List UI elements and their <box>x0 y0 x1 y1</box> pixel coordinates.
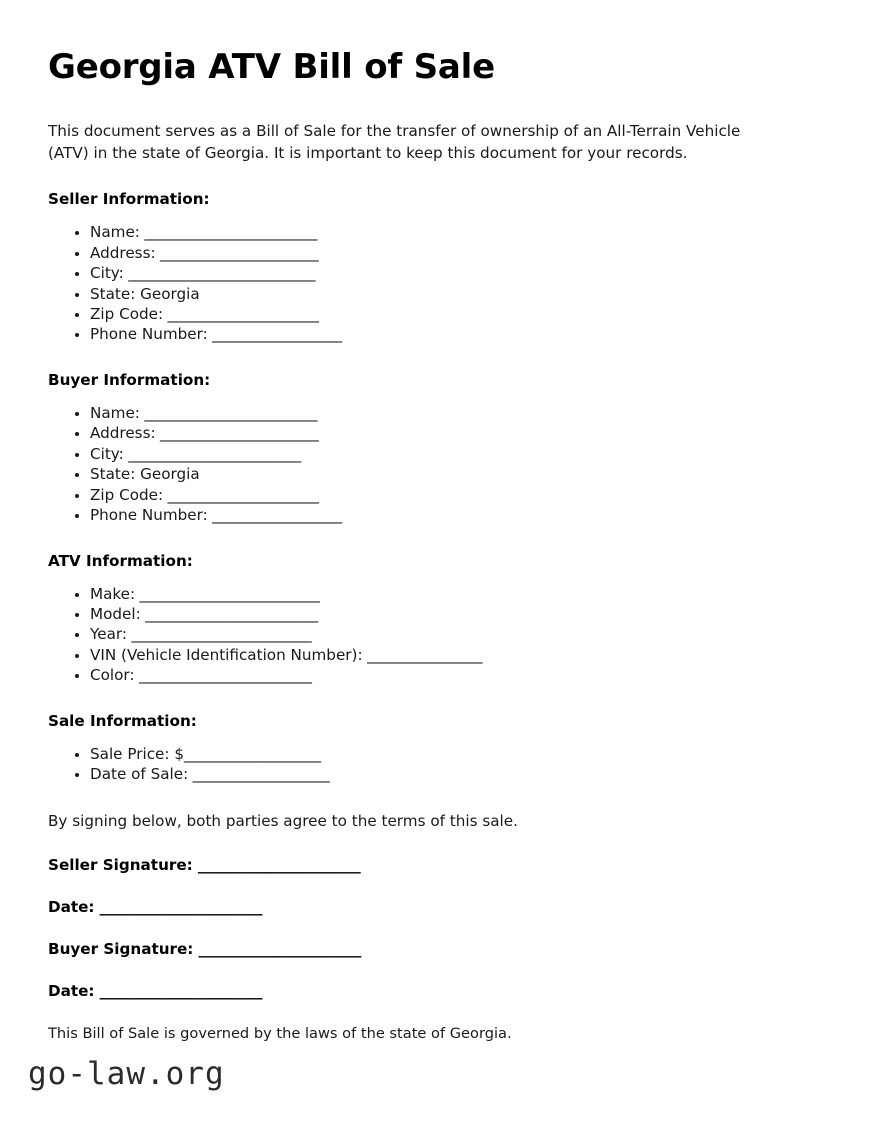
seller-date-line <box>48 898 778 916</box>
field-label: VIN (Vehicle Identification Number): <box>90 645 363 664</box>
field-label: Name: <box>90 403 140 422</box>
field-blank-line[interactable]: ___________________ <box>184 744 321 763</box>
signature-blank-line[interactable]: ______________________ <box>193 940 362 959</box>
field-label: State: <box>90 284 136 303</box>
date-blank-line[interactable]: ______________________ <box>94 898 263 917</box>
field-sale-price <box>90 744 778 764</box>
field-label: Phone Number: <box>90 506 208 525</box>
field-label: Year: <box>90 625 128 644</box>
field-label: Name: <box>90 223 140 242</box>
field-atv-make <box>90 584 778 604</box>
field-date-of-sale <box>90 764 778 784</box>
sale-information-heading: Sale Information: <box>48 711 197 730</box>
field-label: Phone Number: <box>90 325 208 344</box>
field-blank-line[interactable]: _________________________ <box>135 584 320 603</box>
field-label: Sale Price: $ <box>90 744 184 763</box>
field-seller-zip-code <box>90 304 778 324</box>
field-blank-line[interactable]: _____________________ <box>163 305 319 323</box>
intro-paragraph: This document serves as a Bill of Sale for the transfer of ownership of an All-Terrain Vehicle (ATV) in the state of Georgia. It is important to keep this document for your records. <box>48 122 741 162</box>
field-buyer-phone-number <box>90 505 778 525</box>
field-seller-name <box>90 222 778 242</box>
buyer-signature-label: Buyer Signature: <box>48 940 194 959</box>
field-buyer-address <box>90 423 778 443</box>
field-atv-year <box>90 624 778 644</box>
field-blank-line[interactable]: ________________________ <box>134 666 312 685</box>
seller-information-heading: Seller Information: <box>48 190 210 209</box>
field-seller-phone-number <box>90 324 778 344</box>
buyer-date-label: Date: <box>48 982 95 1001</box>
date-blank-line[interactable]: ______________________ <box>94 982 263 1001</box>
page-title: Georgia ATV Bill of Sale <box>48 47 495 87</box>
field-atv-model <box>90 604 778 624</box>
field-label: State: <box>90 465 136 484</box>
field-atv-color <box>90 665 778 685</box>
field-blank-line[interactable]: ___________________ <box>188 765 330 784</box>
field-blank-line[interactable]: ______________________ <box>155 243 319 262</box>
sale-information-fields <box>48 744 778 785</box>
field-seller-address <box>90 243 778 263</box>
field-blank-line[interactable]: ________________________ <box>140 604 318 623</box>
field-buyer-name <box>90 403 778 423</box>
field-blank-line[interactable]: ________________________ <box>139 403 318 422</box>
field-blank-line[interactable]: _____________________ <box>163 485 319 504</box>
signature-blank-line[interactable]: ______________________ <box>192 856 361 875</box>
field-value: Georgia <box>135 465 200 484</box>
seller-signature-label: Seller Signature: <box>48 856 193 875</box>
field-label: Date of Sale: <box>90 765 189 784</box>
field-buyer-zip-code <box>90 485 778 505</box>
field-buyer-state <box>90 464 778 484</box>
field-atv-vin <box>90 645 778 665</box>
seller-date-label: Date: <box>48 898 95 917</box>
field-buyer-city <box>90 444 778 464</box>
field-label: Address: <box>90 243 156 262</box>
atv-information-fields <box>48 584 778 686</box>
buyer-information-heading: Buyer Information: <box>48 370 211 389</box>
buyer-information-fields <box>48 403 778 526</box>
buyer-signature-line <box>48 940 778 958</box>
field-blank-line[interactable]: __________________ <box>207 506 342 525</box>
seller-information-fields <box>48 222 778 345</box>
governing-law-note: This Bill of Sale is governed by the laws of the state of Georgia. <box>48 1025 512 1043</box>
field-label: Make: <box>90 584 136 603</box>
field-blank-line[interactable]: __________________ <box>207 325 342 344</box>
field-blank-line[interactable]: ________________________ <box>139 223 318 242</box>
field-label: Address: <box>90 424 156 443</box>
atv-information-heading: ATV Information: <box>48 551 193 570</box>
field-label: Model: <box>90 604 141 623</box>
site-watermark: go-law.org <box>28 1056 225 1092</box>
field-seller-state <box>90 284 778 304</box>
field-label: Zip Code: <box>90 305 164 323</box>
field-seller-city <box>90 263 778 283</box>
seller-signature-line <box>48 856 778 874</box>
field-blank-line[interactable]: _________________________ <box>127 625 312 644</box>
field-blank-line[interactable]: ________________________ <box>123 444 301 463</box>
agreement-statement: By signing below, both parties agree to the terms of this sale. <box>48 811 518 830</box>
document-body <box>48 48 778 1045</box>
field-label: Zip Code: <box>90 485 164 504</box>
field-label: City: <box>90 444 124 463</box>
field-label: Color: <box>90 666 135 685</box>
field-blank-line[interactable]: __________________________ <box>123 264 316 283</box>
field-value: Georgia <box>135 284 200 303</box>
field-label: City: <box>90 264 124 283</box>
buyer-date-line <box>48 982 778 1000</box>
field-blank-line[interactable]: ______________________ <box>155 424 319 443</box>
field-blank-line[interactable]: ________________ <box>362 645 483 664</box>
